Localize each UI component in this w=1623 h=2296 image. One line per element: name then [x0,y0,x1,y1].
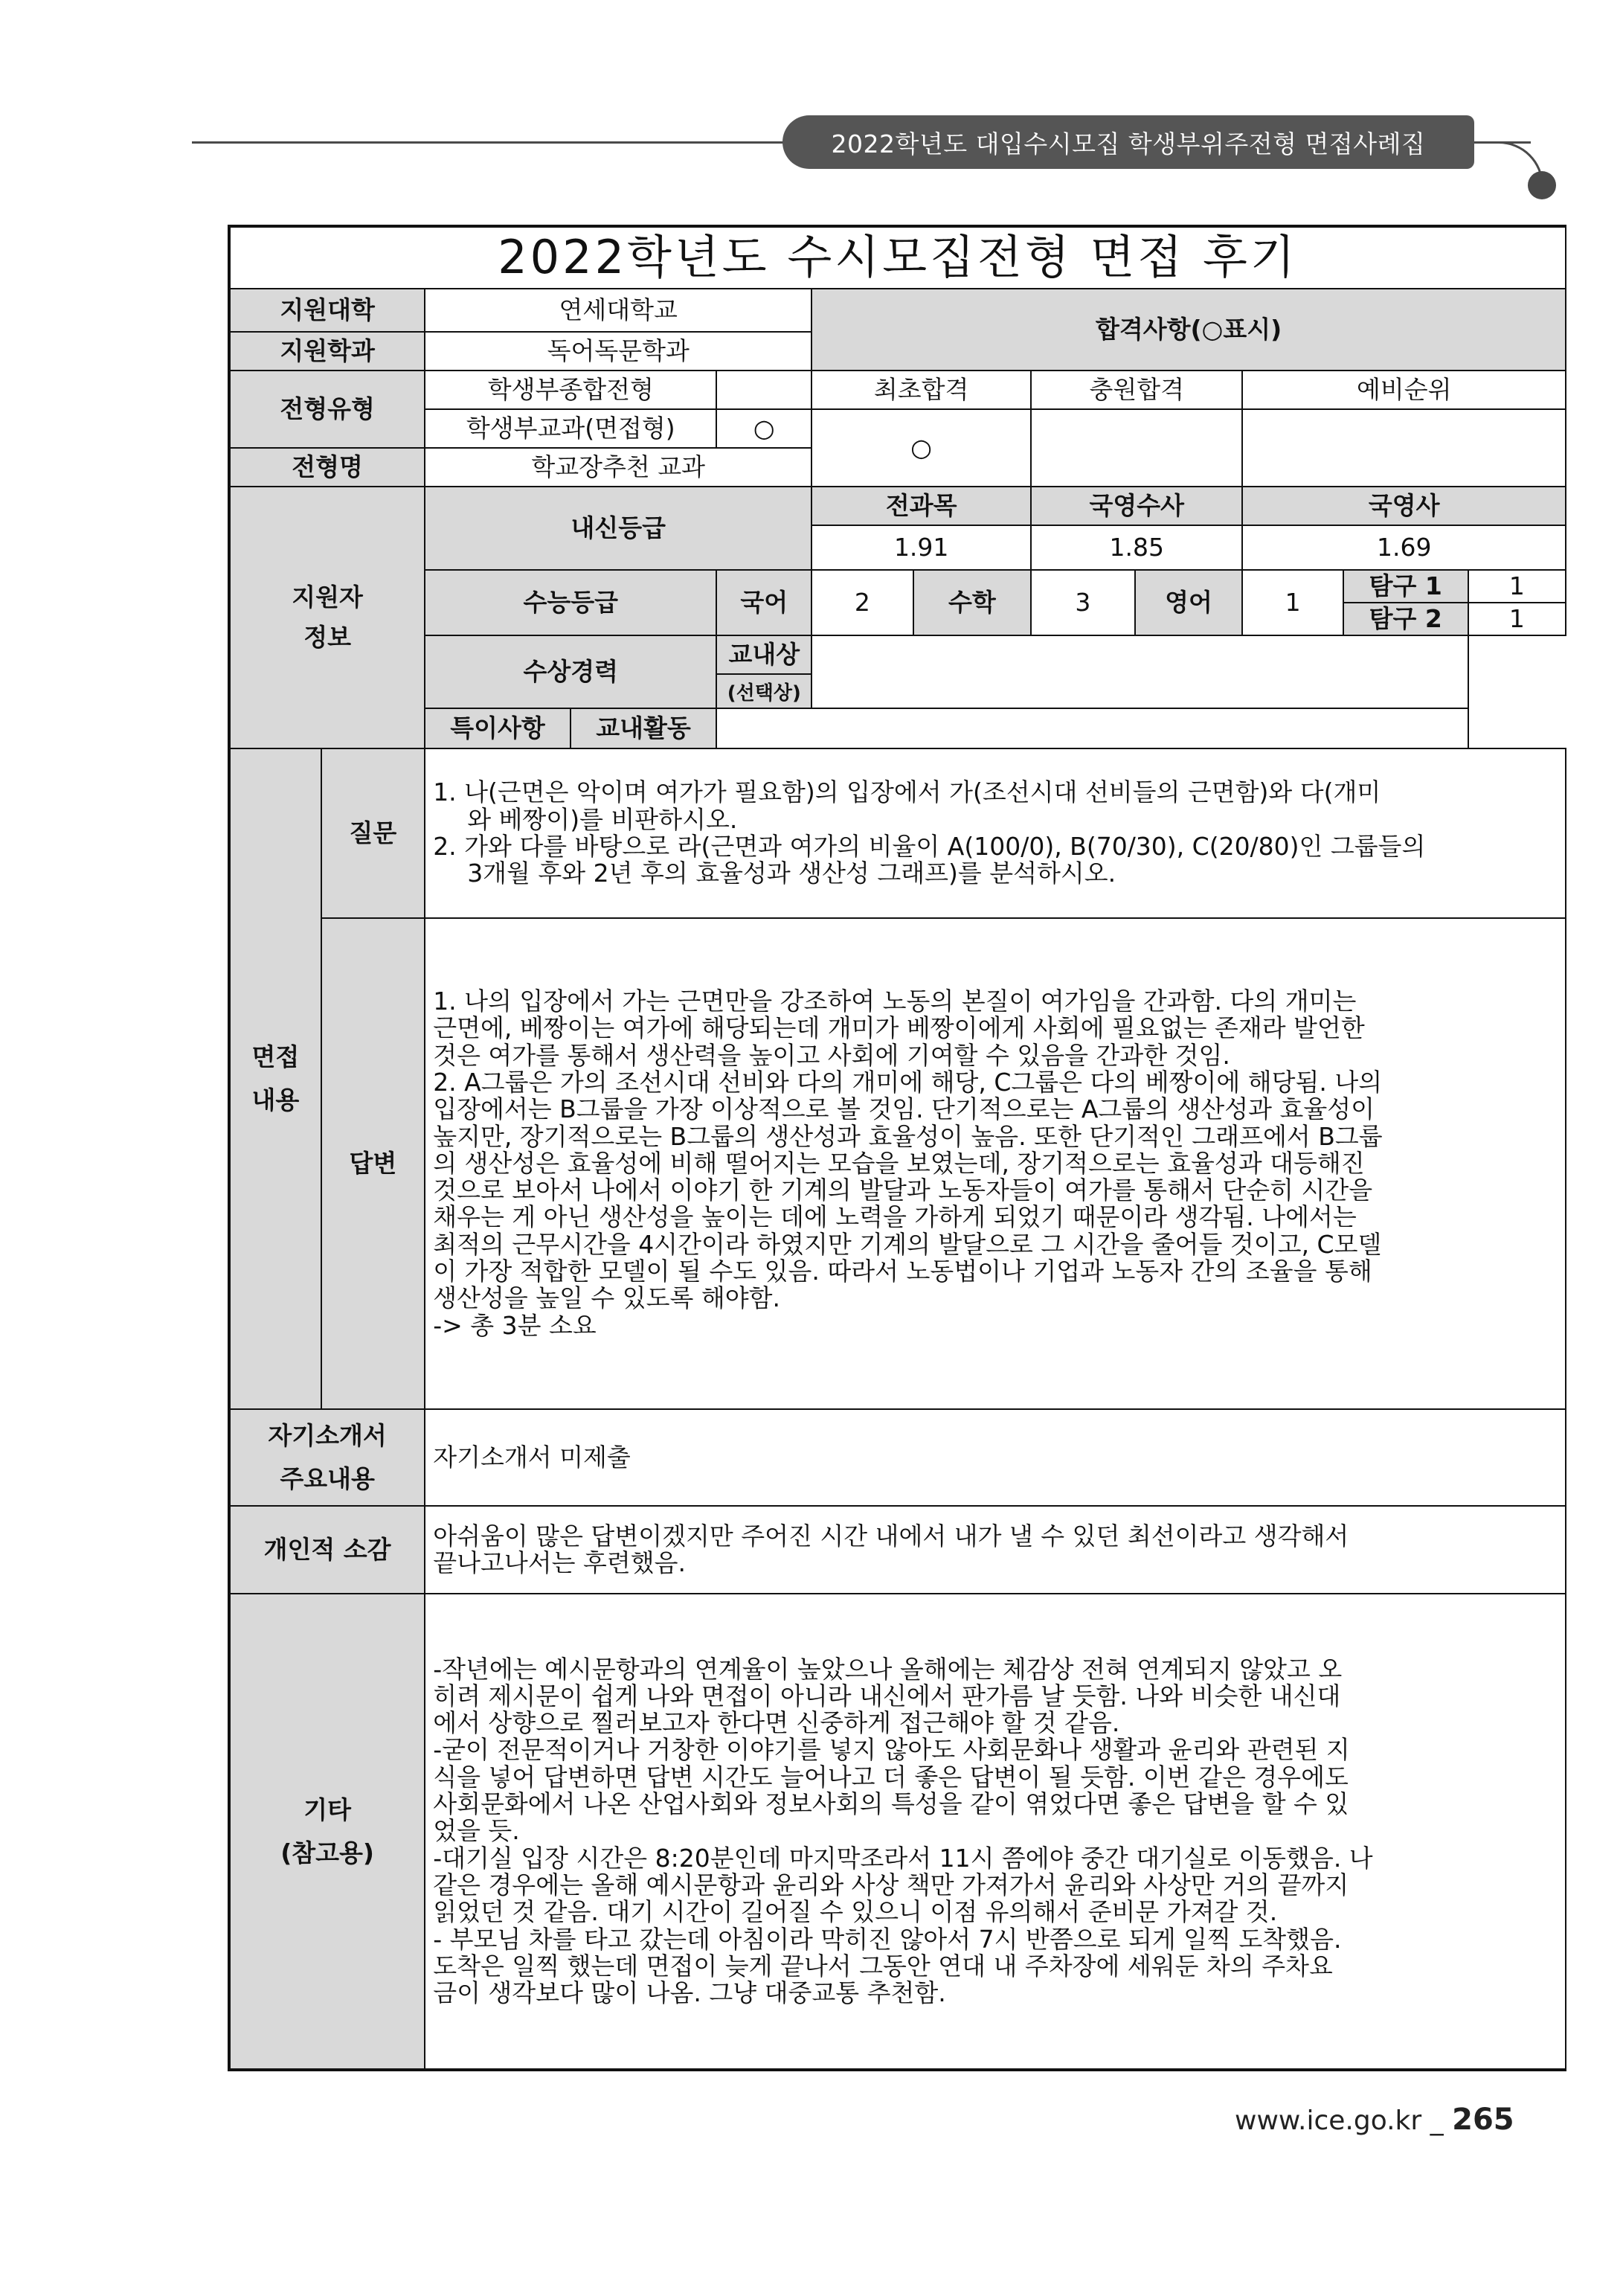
label-admission-type: 전형유형 [229,371,425,448]
awards-value [812,635,1468,708]
others-line: 에서 상향으로 찔러보고자 한다면 신중하게 접근해야 할 것 같음. [433,1708,1120,1738]
result-col-waitlist: 예비순위 [1242,371,1566,409]
answer-line: 생산성을 높일 수 있도록 해야함. [433,1283,781,1313]
others-line: 사회문화에서 나온 산업사회와 정보사회의 특성을 같이 엮었다면 좋은 답변을 할 수 있 [433,1789,1349,1819]
others-line: 식을 넣어 답변하면 답변 시간도 늘어나고 더 좋은 답변이 될 듯함. 이번 같은 경우에도 [433,1762,1349,1792]
page-number: 265 [1452,2103,1514,2137]
label-line: 지원자 [292,583,363,612]
others-line: 도착은 일찍 했는데 면접이 늦게 끝나서 그동안 연대 내 주차장에 세워둔 차의 주차요 [433,1951,1333,1981]
label-university: 지원대학 [229,289,425,332]
track-name-value: 학교장추천 교과 [425,448,812,487]
special-value [716,708,1468,748]
answer-line: 것은 여가를 통해서 생산력을 높이고 사회에 기여할 수 있음을 간과한 것임. [433,1040,1230,1070]
collection-title: 2022학년도 대입수시모집 학생부위주전형 면접사례집 [782,115,1474,169]
answer-line: 의 생산성은 효율성에 비해 떨어지는 모습을 보였는데, 장기적으로는 효율성과 대등해진 [433,1148,1365,1178]
label-line: 주요내용 [280,1464,375,1493]
page-footer [1235,2103,1514,2137]
label-self-intro [229,1409,425,1506]
self-intro-line: 자기소개서 미제출 [433,1442,631,1472]
impression-line: 끝나고나서는 후련했음. [433,1548,686,1577]
csat-inquiry1-value: 1 [1468,570,1566,603]
label-csat: 수능등급 [425,570,716,635]
special-sub-label: 교내활동 [571,708,717,748]
footer-separator: _ [1430,2106,1444,2136]
result-mark-additional [1031,409,1242,487]
csat-math-label: 수학 [913,570,1032,635]
csat-english-value: 1 [1242,570,1343,635]
label-department: 지원학과 [229,332,425,371]
grades-value-all: 1.91 [812,525,1031,570]
admission-type-name: 학생부교과(면접형) [425,409,716,448]
answer-line: 입장에서는 B그룹을 가장 이상적으로 볼 것임. 단기적으로는 A그룹의 생산성과 효율성이 [433,1094,1375,1124]
others-line: -작년에는 예시문항과의 연계율이 높았으나 올해에는 체감상 전혀 연계되지 않았고 오 [433,1654,1343,1684]
grades-col-kems: 국영수사 [1031,487,1242,525]
impression-text [425,1506,1566,1594]
answer-line: 근면에, 베짱이는 여가에 해당되는데 개미가 베짱이에게 사회에 필요없는 존재라 발언한 [433,1013,1365,1043]
label-personal-impression: 개인적 소감 [229,1506,425,1594]
result-col-additional: 충원합격 [1031,371,1242,409]
answer-line: 최적의 근무시간을 4시간이라 하였지만 기계의 발달으로 그 시간을 줄어들 것이고, C모델 [433,1229,1382,1259]
csat-math-value: 3 [1031,570,1135,635]
answer-line: 이 가장 적합한 모델이 될 수도 있음. 따라서 노동법이나 기업과 노동자 간의 조율을 통해 [433,1257,1372,1286]
csat-korean-value: 2 [812,570,913,635]
result-header: 합격사항(○표시) [812,289,1566,371]
result-mark-waitlist [1242,409,1566,487]
answer-line: 2. A그룹은 가의 조선시대 선비와 다의 개미에 해당, C그룹은 다의 베짱이에 해당됨. 나의 [433,1067,1383,1097]
csat-inquiry1-label: 탐구 1 [1343,570,1468,603]
department-value: 독어독문학과 [425,332,812,371]
grades-value-kems: 1.85 [1031,525,1242,570]
question-line: 와 베짱이)를 비판하시오. [467,804,738,834]
label-question: 질문 [321,748,425,918]
awards-sub-note-text: (선택상) [727,682,801,705]
answer-line: 1. 나의 입장에서 가는 근면만을 강조하여 노동의 본질이 여가임을 간과함. 다의 개미는 [433,987,1357,1016]
grades-value-kes: 1.69 [1242,525,1566,570]
others-line: 읽었던 것 같음. 대기 시간이 길어질 수 있으니 이점 유의해서 준비문 가져갈 것. [433,1897,1278,1927]
doc-title: 2022학년도 수시모집전형 면접 후기 [229,226,1566,289]
answer-line: -> 총 3분 소요 [433,1310,597,1340]
label-line: 자기소개서 [268,1421,387,1450]
awards-sub-label: 교내상 [716,635,812,674]
label-answer: 답변 [321,918,425,1409]
others-line: - 부모님 차를 타고 갔는데 아침이라 막히진 않아서 7시 반쯤으로 되게 일찍 도착했음. [433,1924,1342,1954]
grades-col-all: 전과목 [812,487,1031,525]
label-line: 면접 [251,1042,300,1071]
impression-line: 아쉬움이 많은 답변이겠지만 주어진 시간 내에서 내가 낼 수 있던 최선이라고 생각해서 [433,1521,1349,1551]
label-line: 기타 [303,1795,351,1824]
label-applicant-info [229,487,425,748]
answer-line: 것으로 보아서 나에서 이야기 한 기계의 발달과 노동자들이 여가를 통해서 단순히 시간을 [433,1176,1373,1205]
grades-col-kes: 국영사 [1242,487,1566,525]
university-value: 연세대학교 [425,289,812,332]
admission-type-mark [716,371,812,409]
csat-english-label: 영어 [1135,570,1243,635]
others-line: -대기실 입장 시간은 8:20분인데 마지막조라서 11시 쯤에야 중간 대기실로 이동했음. 나 [433,1843,1373,1873]
question-text [425,748,1566,918]
others-text [425,1594,1566,2070]
admission-type-name: 학생부종합전형 [425,371,716,409]
others-line: 었을 듯. [433,1816,520,1846]
others-line: 같은 경우에는 올해 예시문항과 윤리와 사상 책만 가져가서 윤리와 사상만 거의 끝까지 [433,1870,1349,1899]
awards-sub-note [716,674,812,708]
self-intro-text [425,1409,1566,1506]
header-dot [1528,171,1556,199]
question-line: 3개월 후와 2년 후의 효율성과 생산성 그래프)를 분석하시오. [467,859,1116,888]
review-form [228,225,1525,2056]
answer-line: 채우는 게 아닌 생산성을 높이는 데에 노력을 가하게 되었기 때문이라 생각됨. 나에서는 [433,1202,1357,1232]
others-line: 히려 제시문이 쉽게 나와 면접이 아니라 내신에서 판가름 날 듯함. 나와 비슷한 내신대 [433,1681,1341,1710]
others-line: -굳이 전문적이거나 거창한 이야기를 넣지 않아도 사회문화나 생활과 윤리와 관련된 지 [433,1735,1350,1765]
label-track-name: 전형명 [229,448,425,487]
question-line: 2. 가와 다를 바탕으로 라(근면과 여가의 비율이 A(100/0), B(70/30), C(20/80)인 그룹들의 [433,832,1426,861]
admission-type-mark: ○ [716,409,812,448]
csat-inquiry2-value: 1 [1468,603,1566,635]
label-line: 정보 [303,623,351,652]
question-line: 1. 나(근면은 악이며 여가가 필요함)의 입장에서 가(조선시대 선비들의 근면함)와 다(개미 [433,777,1381,807]
result-col-first: 최초합격 [812,371,1031,409]
others-line: 금이 생각보다 많이 나옴. 그냥 대중교통 추천함. [433,1978,946,2008]
label-line: 내용 [251,1086,300,1115]
label-special: 특이사항 [425,708,571,748]
csat-inquiry2-label: 탐구 2 [1343,603,1468,635]
footer-site[interactable]: www.ice.go.kr [1235,2106,1422,2136]
result-mark-first: ○ [812,409,1031,487]
label-line: (참고용) [280,1838,374,1867]
label-interview-content [229,748,321,1409]
answer-line: 높지만, 장기적으로는 B그룹의 생산성과 효율성이 높음. 또한 단기적인 그래프에서 B그룹 [433,1121,1383,1151]
answer-text [425,918,1566,1409]
label-awards: 수상경력 [425,635,716,708]
label-school-grades: 내신등급 [425,487,812,570]
csat-korean-label: 국어 [716,570,812,635]
label-others [229,1594,425,2070]
